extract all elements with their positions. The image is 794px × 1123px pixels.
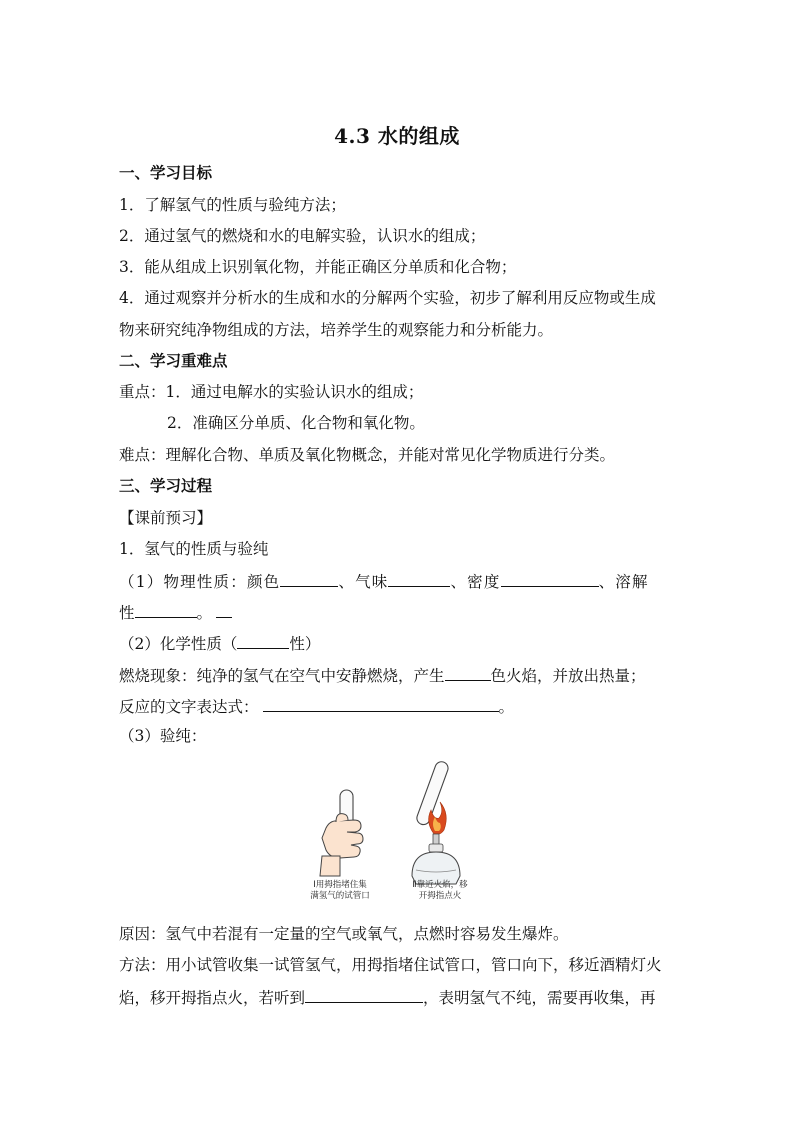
verify-label: （3）验纯：: [119, 727, 207, 745]
page-title: 4.3 水的组成: [334, 124, 460, 148]
figure-caption-2-line-2: 开拇指点火: [418, 891, 462, 901]
goal-item-1: 1．了解氢气的性质与验纯方法；: [119, 196, 346, 214]
goal-item-4: 4．通过观察并分析水的生成和水的分解两个实验，初步了解利用反应物或生成: [119, 289, 656, 307]
reason-line: 原因：氢气中若混有一定量的空气或氧气，点燃时容易发生爆炸。: [119, 925, 569, 943]
physical-end: 。: [196, 604, 213, 622]
method-line-2: [119, 986, 679, 1008]
figure-caption-2: [400, 880, 480, 902]
purity-test-figure: [300, 758, 490, 908]
hand-icon: [320, 814, 363, 876]
method-text-b1: 焰，移开拇指点火，若听到: [119, 989, 306, 1007]
method-text-b2: ，表明氢气不纯，需要再收集，再: [423, 989, 656, 1007]
chemical-properties-line: [119, 632, 679, 654]
solubility-label-cont: 性: [119, 604, 135, 622]
method-line-1: 方法：用小试管收集一试管氢气，用拇指堵住试管口，管口向下，移近酒精灯火: [119, 956, 662, 974]
flame-color-blank[interactable]: [445, 664, 491, 681]
smell-blank[interactable]: [388, 570, 450, 587]
section-heading-process: 三、学习过程: [119, 476, 213, 495]
figure-caption-1: [300, 880, 380, 902]
combustion-line: [119, 664, 679, 686]
key-point-2: 2．准确区分单质、化合物和氧化物。: [167, 414, 425, 432]
reaction-blank[interactable]: [263, 695, 499, 712]
extra-blank[interactable]: [216, 601, 232, 618]
goal-item-2: 2．通过氢气的燃烧和水的电解实验，认识水的组成；: [119, 227, 486, 245]
section-heading-goals: 一、学习目标: [119, 163, 213, 182]
sound-blank[interactable]: [305, 986, 423, 1003]
reaction-end: 。: [498, 698, 515, 716]
reaction-label: 反应的文字表达式：: [119, 698, 259, 716]
color-blank[interactable]: [280, 570, 338, 587]
preview-label: 【课前预习】: [119, 509, 213, 527]
figure-caption-1-line-1: Ⅰ用拇指堵住集: [313, 880, 367, 890]
physical-properties-label: （1）物理性质：颜色: [119, 573, 281, 591]
physical-properties-line: [119, 570, 679, 592]
smell-label: 、气味: [338, 573, 389, 591]
alcohol-lamp-icon: [412, 834, 460, 884]
density-blank[interactable]: [501, 570, 599, 587]
figure-caption-2-line-1: Ⅱ靠近火焰，移: [412, 880, 468, 890]
solubility-line: [119, 601, 679, 623]
solubility-label: 、溶解: [598, 573, 649, 591]
density-label: 、密度: [450, 573, 501, 591]
goal-item-4-cont: 物来研究纯净物组成的方法，培养学生的观察能力和分析能力。: [119, 321, 554, 339]
combustion-text-b: 色火焰，并放出热量；: [490, 667, 646, 685]
item-hydrogen-properties: 1．氢气的性质与验纯: [119, 540, 269, 558]
section-heading-key-points: 二、学习重难点: [119, 351, 228, 370]
goal-item-3: 3．能从组成上识别氧化物，并能正确区分单质和化合物；: [119, 258, 517, 276]
combustion-text-a: 燃烧现象：纯净的氢气在空气中安静燃烧，产生: [119, 667, 445, 685]
key-point-1: 重点：1．通过电解水的实验认识水的组成；: [119, 383, 424, 401]
difficulty-point: 难点：理解化合物、单质及氧化物概念，并能对常见化学物质进行分类。: [119, 446, 616, 464]
chemical-properties-close: 性）: [289, 635, 321, 653]
chemical-blank[interactable]: [237, 632, 289, 649]
solubility-blank[interactable]: [135, 601, 197, 618]
chemical-properties-label: （2）化学性质（: [119, 635, 238, 653]
reaction-line: [119, 695, 679, 717]
figure-caption-1-line-2: 满氢气的试管口: [310, 891, 370, 901]
